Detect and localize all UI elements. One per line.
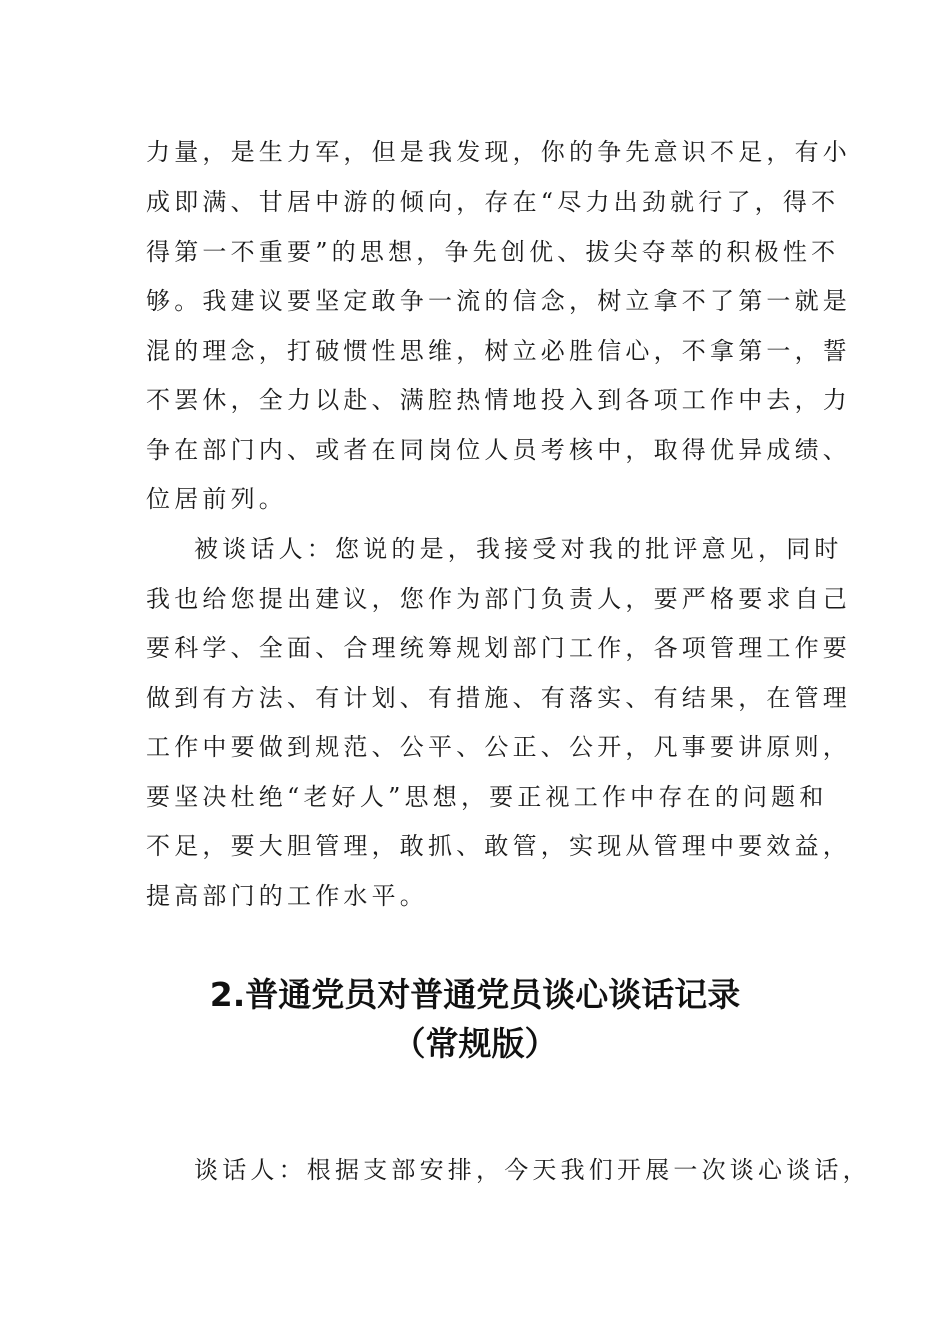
paragraph-line: 谈话人：根据支部安排，今天我们开展一次谈心谈话， bbox=[194, 1156, 871, 1184]
paragraph-line: 我也给您提出建议，您作为部门负责人，要严格要求自己 bbox=[146, 585, 851, 613]
paragraph-line: 被谈话人：您说的是，我接受对我的批评意见，同时 bbox=[194, 535, 843, 563]
paragraph-line: 成即满、甘居中游的倾向，存在“尽力出劲就行了，得不 bbox=[146, 188, 840, 216]
section-title: 2.普通党员对普通党员谈心谈话记录 bbox=[209, 975, 741, 1014]
paragraph-line: 位居前列。 bbox=[146, 485, 287, 513]
paragraph-line: 混的理念，打破惯性思维，树立必胜信心，不拿第一，誓 bbox=[146, 337, 851, 365]
paragraph-line: 争在部门内、或者在同岗位人员考核中，取得优异成绩、 bbox=[146, 436, 851, 464]
paragraph-line: 力量，是生力军，但是我发现，你的争先意识不足，有小 bbox=[146, 138, 851, 166]
paragraph-line: 提高部门的工作水平。 bbox=[146, 882, 428, 910]
paragraph-line: 够。我建议要坚定敢争一流的信念，树立拿不了第一就是 bbox=[146, 287, 851, 315]
paragraph-line: 不足，要大胆管理，敢抓、敢管，实现从管理中要效益， bbox=[146, 832, 851, 860]
paragraph-line: 做到有方法、有计划、有措施、有落实、有结果，在管理 bbox=[146, 684, 851, 712]
paragraph-line: 要科学、全面、合理统筹规划部门工作，各项管理工作要 bbox=[146, 634, 851, 662]
paragraph-line: 工作中要做到规范、公平、公正、公开，凡事要讲原则， bbox=[146, 733, 851, 761]
paragraph-line: 得第一不重要”的思想，争先创优、拔尖夺萃的积极性不 bbox=[146, 238, 840, 266]
paragraph-line: 不罢休，全力以赴、满腔热情地投入到各项工作中去，力 bbox=[146, 386, 851, 414]
section-subtitle: （常规版） bbox=[392, 1024, 558, 1063]
paragraph-line: 要坚决杜绝“老好人”思想，要正视工作中存在的问题和 bbox=[146, 783, 828, 811]
